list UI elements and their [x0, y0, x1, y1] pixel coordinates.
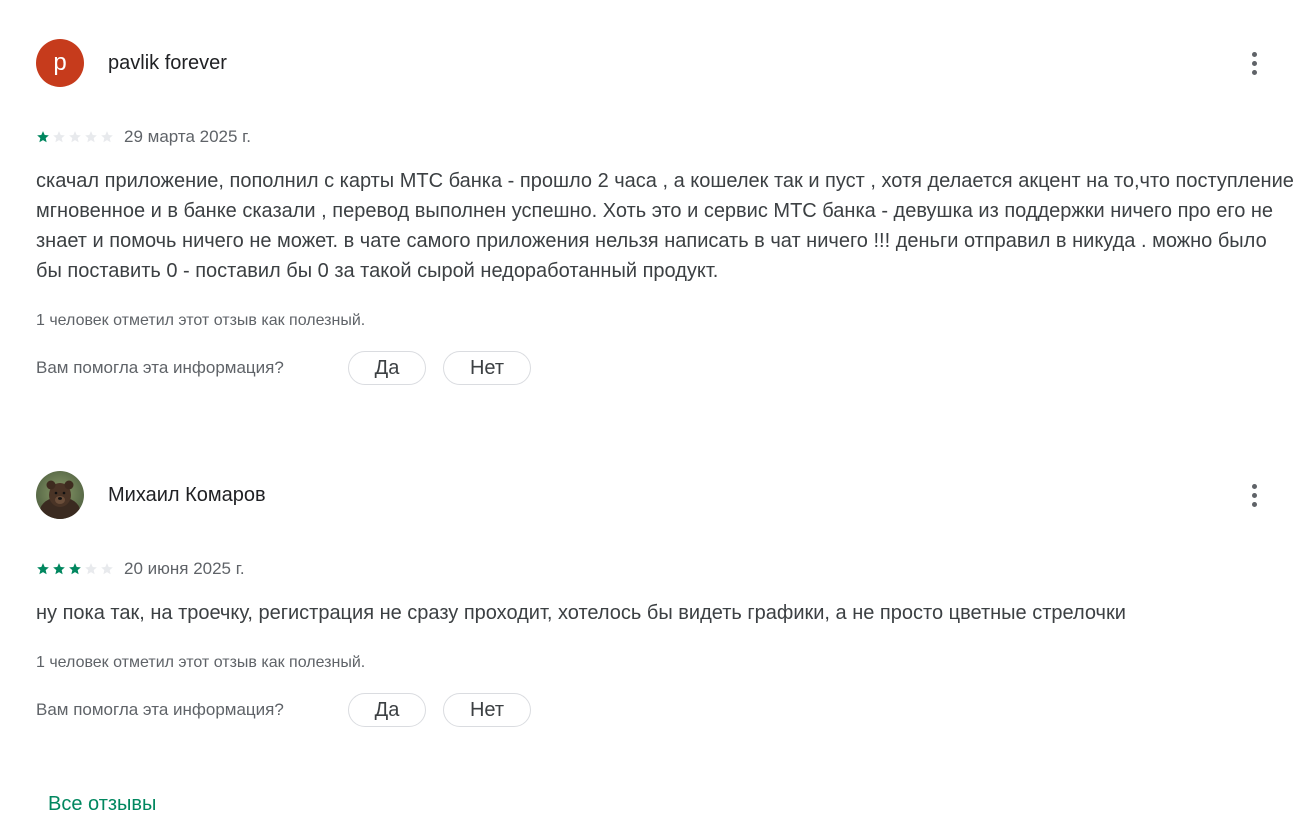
helpful-no-button[interactable]: Нет — [443, 351, 531, 385]
helpful-count: 1 человек отметил этот отзыв как полезный. — [36, 654, 366, 671]
feedback-question: Вам помогла эта информация? — [36, 700, 284, 719]
star-filled-icon — [68, 562, 82, 576]
more-options-button[interactable] — [1242, 477, 1266, 513]
helpful-yes-button[interactable]: Да — [348, 693, 426, 727]
feedback-row — [36, 692, 531, 728]
feedback-row — [36, 350, 531, 386]
more-options-button[interactable] — [1242, 45, 1266, 81]
star-empty-icon — [100, 130, 114, 144]
review-header — [36, 471, 1276, 519]
rating-row — [36, 127, 251, 147]
rating-row — [36, 559, 245, 579]
review-card — [36, 471, 1276, 721]
feedback-question: Вам помогла эта информация? — [36, 358, 284, 377]
review-card — [36, 39, 1294, 379]
more-vert-icon — [1252, 502, 1257, 507]
star-empty-icon — [84, 130, 98, 144]
star-empty-icon — [100, 562, 114, 576]
more-vert-icon — [1252, 61, 1257, 66]
author-name: Михаил Комаров — [108, 484, 266, 506]
review-text: ну пока так, на троечку, регистрация не сразу проходит, хотелось бы видеть графики, а не просто цветные стрелочки — [36, 602, 1126, 624]
more-vert-icon — [1252, 484, 1257, 489]
avatar: p — [36, 39, 84, 87]
star-rating — [36, 562, 114, 576]
helpful-count: 1 человек отметил этот отзыв как полезный. — [36, 312, 366, 329]
star-empty-icon — [68, 130, 82, 144]
review-header — [36, 39, 1276, 87]
all-reviews-link[interactable]: Все отзывы — [48, 793, 157, 815]
star-empty-icon — [84, 562, 98, 576]
star-empty-icon — [52, 130, 66, 144]
more-vert-icon — [1252, 52, 1257, 57]
helpful-no-button[interactable]: Нет — [443, 693, 531, 727]
star-filled-icon — [36, 130, 50, 144]
review-date: 29 марта 2025 г. — [124, 127, 252, 146]
bear-photo-avatar — [36, 471, 84, 519]
star-filled-icon — [52, 562, 66, 576]
star-rating — [36, 130, 114, 144]
helpful-yes-button[interactable]: Да — [348, 351, 426, 385]
more-vert-icon — [1252, 493, 1257, 498]
more-vert-icon — [1252, 70, 1257, 75]
review-date: 20 июня 2025 г. — [124, 559, 245, 578]
author-name: pavlik forever — [108, 52, 227, 74]
review-text: скачал приложение, пополнил с карты МТС банка - прошло 2 часа , а кошелек так и пуст , хотя делается акцент на то,что поступление мгновенное и в банке сказали , перевод выполнен успешно. Хоть это и сервис МТС банка - девушка из поддержки ничего про его не знает и помочь ничего не может. в чате самого приложения нельзя написать в чат ничего !!! деньги отправил в никуда . можно было бы поставить 0 - поставил бы 0 за такой сырой недоработанный продукт. — [36, 170, 1294, 282]
star-filled-icon — [36, 562, 50, 576]
